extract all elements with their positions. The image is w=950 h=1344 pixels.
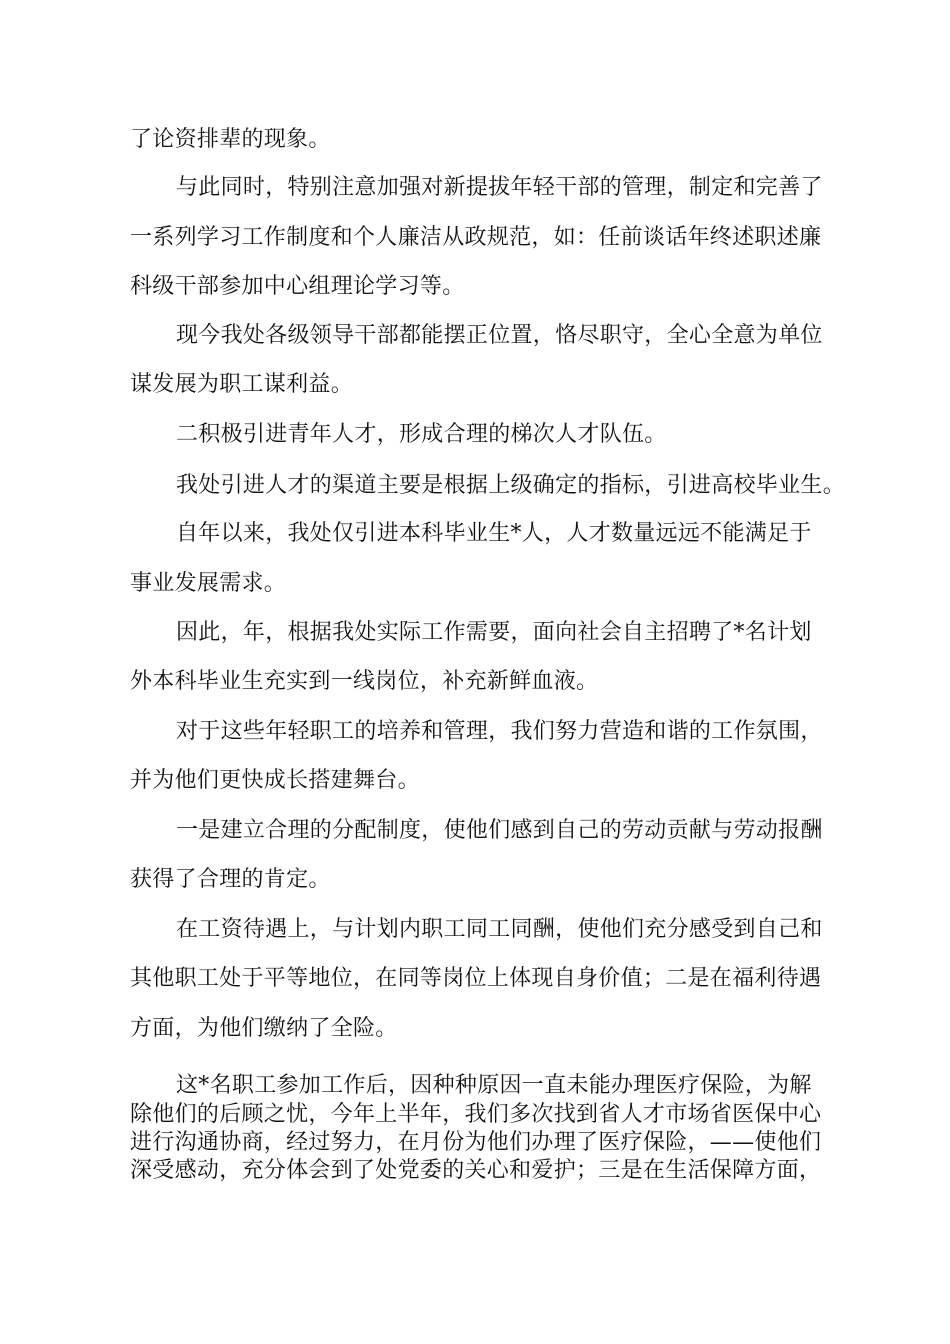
text-line: 事业发展需求。 (130, 571, 287, 596)
text-line: 其他职工处于平等地位，在同等岗位上体现自身价值；二是在福利待遇 (130, 966, 822, 991)
section-heading: 二积极引进青年人才，形成合理的梯次人才队伍。 (176, 422, 667, 447)
paragraph-first-line: 一是建立合理的分配制度，使他们感到自己的劳动贡献与劳动报酬 (176, 818, 823, 843)
text-line: 科级干部参加中心组理论学习等。 (130, 274, 465, 299)
paragraph-first-line: 对于这些年轻职工的培养和管理，我们努力营造和谐的工作氛围， (176, 719, 823, 744)
text-line: 一系列学习工作制度和个人廉洁从政规范，如：任前谈话年终述职述廉 (130, 225, 822, 250)
paragraph-first-line: 因此，年，根据我处实际工作需要，面向社会自主招聘了*名计划 (176, 620, 812, 645)
text-line: 了论资排辈的现象。 (130, 127, 331, 152)
text-line: 深受感动，充分体会到了处党委的关心和爱护；三是在生活保障方面， (130, 1158, 822, 1183)
text-line: 获得了合理的肯定。 (130, 867, 331, 892)
paragraph-first-line: 现今我处各级领导干部都能摆正位置，恪尽职守，全心全意为单位 (176, 323, 823, 348)
text-line: 除他们的后顾之忧，今年上半年，我们多次找到省人才市场省医保中心 (130, 1102, 822, 1127)
text-line: 谋发展为职工谋利益。 (130, 372, 354, 397)
text-line: 并为他们更快成长搭建舞台。 (130, 768, 420, 793)
text-line: 方面，为他们缴纳了全险。 (130, 1016, 398, 1041)
paragraph-first-line: 我处引进人才的渠道主要是根据上级确定的指标，引进高校毕业生。 (176, 473, 846, 498)
text-line: 进行沟通协商，经过努力，在月份为他们办理了医疗保险，——使他们 (130, 1130, 822, 1155)
text-line: 外本科毕业生充实到一线岗位，补充新鲜血液。 (130, 669, 599, 694)
paragraph-first-line: 自年以来，我处仅引进本科毕业生*人，人才数量远远不能满足于 (176, 521, 812, 546)
paragraph-first-line: 在工资待遇上，与计划内职工同工同酬，使他们充分感受到自己和 (176, 917, 823, 942)
paragraph-first-line: 与此同时，特别注意加强对新提拔年轻干部的管理，制定和完善了 (176, 175, 823, 200)
paragraph-first-line: 这*名职工参加工作后，因种种原因一直未能办理医疗保险，为解 (176, 1073, 812, 1098)
